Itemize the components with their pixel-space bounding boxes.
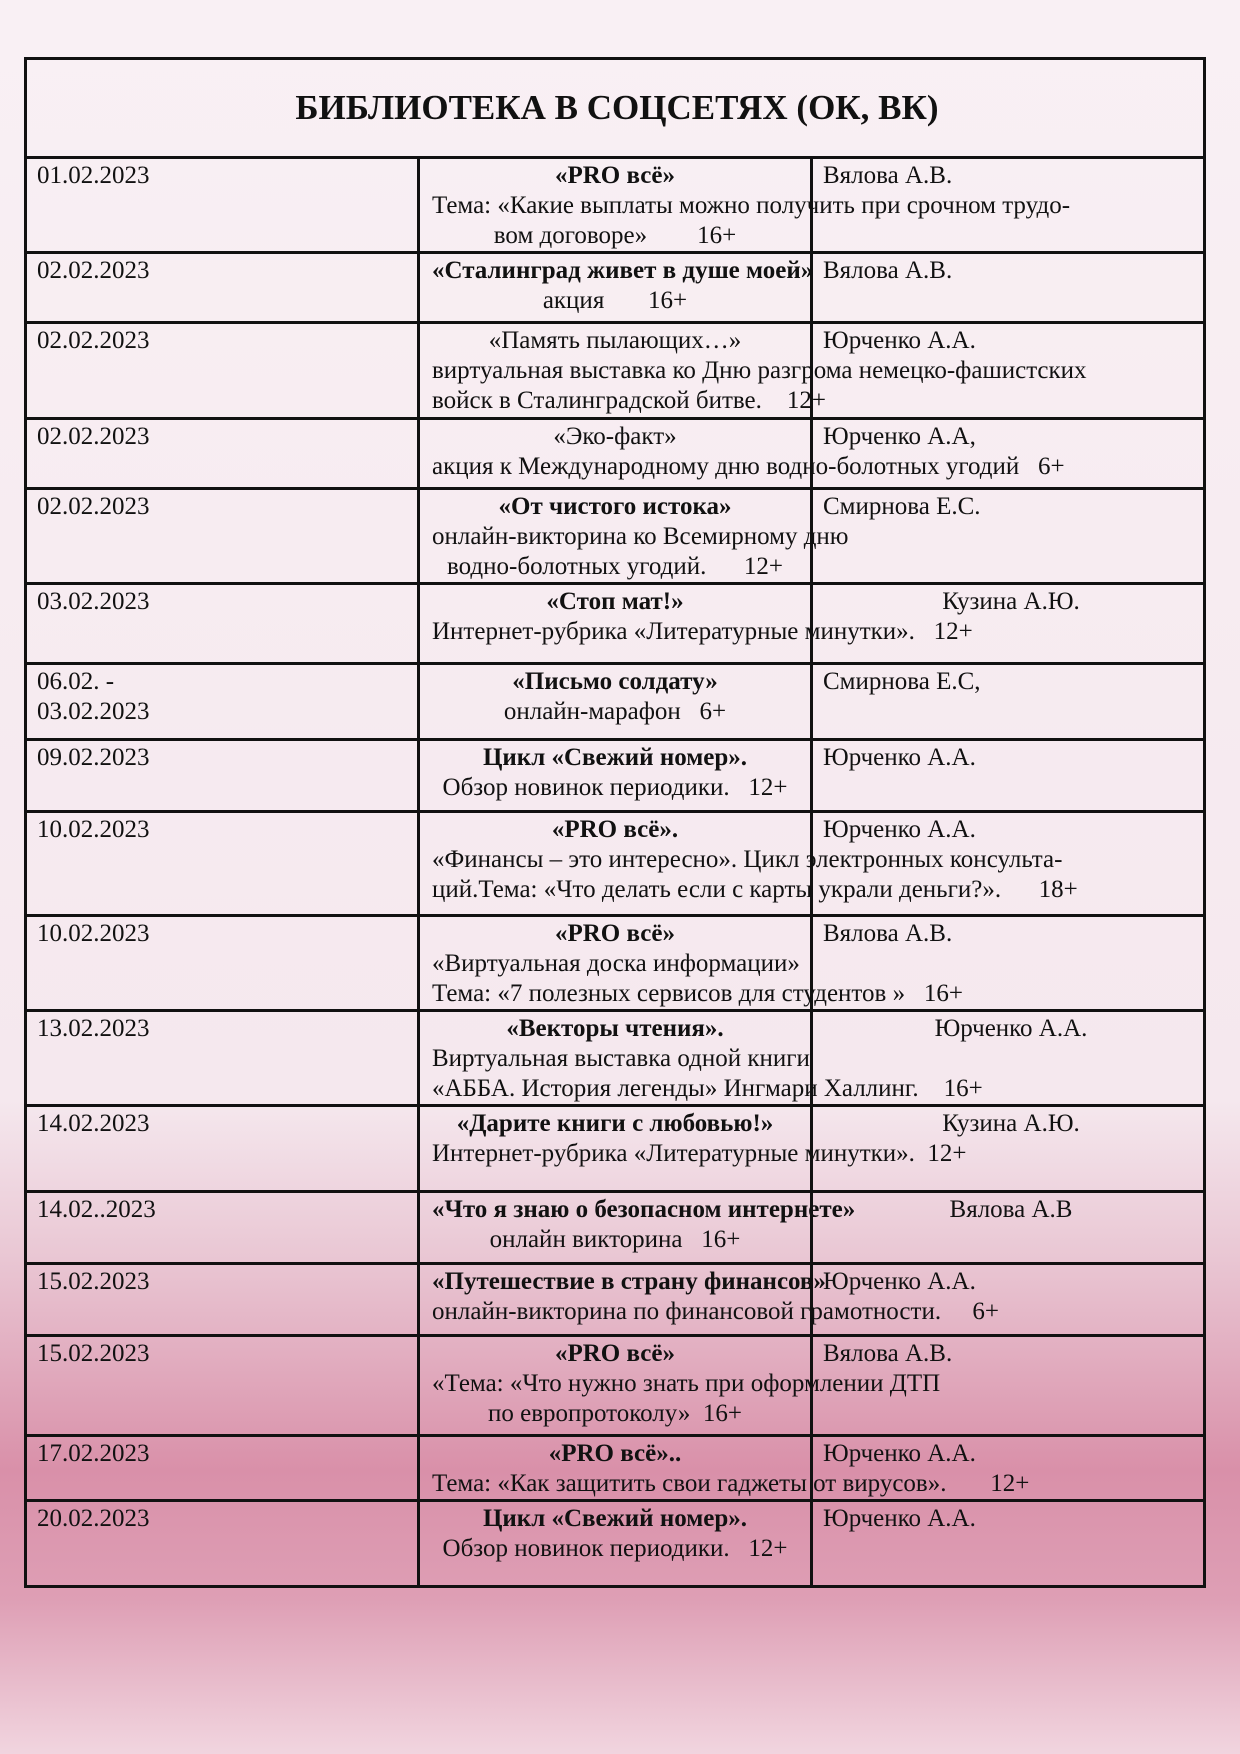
- table-row: [26, 1501, 1205, 1587]
- event-title: «Стоп мат!»: [546, 588, 684, 615]
- event-cell: [419, 740, 812, 812]
- event-description: онлайн-марафон 6+: [503, 698, 727, 725]
- schedule-table: [24, 57, 1206, 1588]
- table-row: [26, 1192, 1205, 1264]
- event-date: 17.02.2023: [26, 1436, 419, 1501]
- table-row: [26, 740, 1205, 812]
- event-description: акция к Международному дню водно-болотных угодий 6+: [432, 453, 1065, 480]
- event-cell: [419, 1106, 967, 1192]
- table-row: [26, 1336, 1205, 1436]
- event-description: «АББА. История легенды» Ингмари Халлинг. 16+: [432, 1075, 983, 1102]
- event-date: 10.02.2023: [26, 916, 419, 1011]
- event-date: 06.02. - 03.02.2023: [26, 664, 419, 740]
- event-title: «От чистого истока»: [498, 493, 732, 520]
- event-description: ций.Тема: «Что делать если с карты украли деньги?». 18+: [432, 876, 1078, 903]
- responsible-person: Вялова А.В.: [812, 1336, 1205, 1436]
- table-row: [26, 664, 1205, 740]
- event-title: «Путешествие в страну финансов»: [432, 1268, 826, 1295]
- event-title: «Сталинград живет в душе моей»: [432, 257, 814, 284]
- event-title: «Векторы чтения».: [506, 1015, 724, 1042]
- event-date: 14.02.2023: [26, 1106, 419, 1192]
- event-description: Тема: «Как защитить свои гаджеты от вирусов». 12+: [432, 1470, 1030, 1497]
- event-date: 14.02..2023: [26, 1192, 419, 1264]
- event-description: водно-болотных угодий. 12+: [447, 553, 783, 580]
- event-description: Интернет-рубрика «Литературные минутки». 12+: [432, 618, 973, 645]
- responsible-person: Юрченко А.А,: [812, 419, 1205, 489]
- event-date: 15.02.2023: [26, 1336, 419, 1436]
- table-row: [26, 323, 1205, 419]
- event-description: по европротоколу» 16+: [488, 1400, 742, 1427]
- event-title: «PRO всё»..: [548, 1440, 682, 1467]
- event-description: онлайн-викторина по финансовой грамотности. 6+: [432, 1298, 999, 1325]
- event-description: Обзор новинок периодики. 12+: [442, 1535, 788, 1562]
- event-description: онлайн викторина 16+: [489, 1226, 741, 1253]
- responsible-person: Вялова А.В.: [812, 158, 1205, 253]
- event-description: войск в Сталинградской битве. 12+: [432, 387, 826, 414]
- title-row: [26, 59, 1205, 158]
- event-date: 02.02.2023: [26, 323, 419, 419]
- responsible-person: Вялова А.В.: [812, 916, 1205, 1011]
- event-cell: [419, 489, 849, 584]
- event-description: Тема: «7 полезных сервисов для студентов » 16+: [432, 980, 963, 1007]
- event-description: Тема: «Какие выплаты можно получить при срочном трудо-: [432, 192, 1071, 219]
- event-cell: [419, 1501, 812, 1587]
- event-title: Цикл «Свежий номер».: [482, 744, 748, 771]
- event-date: 02.02.2023: [26, 489, 419, 584]
- table-row: [26, 1011, 1205, 1106]
- responsible-person: Юрченко А.А.: [812, 1501, 1205, 1587]
- event-title: «Дарите книги с любовью!»: [456, 1110, 774, 1137]
- page-title: БИБЛИОТЕКА В СОЦСЕТЯХ (ОК, ВК): [26, 59, 1205, 158]
- event-description: «Тема: «Что нужно знать при оформлении ДТП: [432, 1370, 941, 1397]
- responsible-person: Юрченко А.А.: [812, 323, 1205, 419]
- event-cell: [419, 664, 812, 740]
- table-row: [26, 1264, 1205, 1336]
- event-description: онлайн-викторина ко Всемирному дню: [432, 523, 849, 550]
- event-date: 01.02.2023: [26, 158, 419, 253]
- responsible-person: Смирнова Е.С.: [812, 489, 1205, 584]
- responsible-person: Юрченко А.А.: [812, 1436, 1205, 1501]
- table-row: [26, 1436, 1205, 1501]
- event-date: 13.02.2023: [26, 1011, 419, 1106]
- event-description: акция 16+: [542, 287, 688, 314]
- event-title: «Что я знаю о безопасном интернете»: [432, 1196, 856, 1223]
- event-title: «PRO всё»: [554, 162, 676, 189]
- responsible-person: Кузина А.Ю.: [812, 1106, 1205, 1192]
- table-row: [26, 253, 1205, 323]
- event-title: Цикл «Свежий номер».: [482, 1505, 748, 1532]
- responsible-person: Кузина А.Ю.: [812, 584, 1205, 664]
- responsible-person: Юрченко А.А.: [812, 1264, 1205, 1336]
- event-date: 20.02.2023: [26, 1501, 419, 1587]
- responsible-person: Юрченко А.А.: [812, 812, 1205, 916]
- event-description: виртуальная выставка ко Дню разгрома немецко-фашистских: [432, 357, 1087, 384]
- event-description: вом договоре» 16+: [493, 222, 737, 249]
- event-cell: [419, 253, 812, 323]
- event-title: «Эко-факт»: [553, 423, 677, 450]
- event-cell: [419, 1011, 983, 1106]
- event-cell: [419, 1192, 856, 1264]
- event-date: 10.02.2023: [26, 812, 419, 916]
- responsible-person: Юрченко А.А.: [812, 740, 1205, 812]
- event-title: «Память пылающих…»: [488, 327, 742, 354]
- event-title: «PRO всё»: [554, 1340, 676, 1367]
- responsible-person: Юрченко А.А.: [812, 1011, 1205, 1106]
- responsible-person: Вялова А.В: [812, 1192, 1205, 1264]
- table-row: [26, 812, 1205, 916]
- schedule-sheet: [24, 57, 1206, 1588]
- table-row: [26, 916, 1205, 1011]
- event-title: «PRO всё».: [551, 816, 679, 843]
- event-date: 15.02.2023: [26, 1264, 419, 1336]
- responsible-person: Вялова А.В.: [812, 253, 1205, 323]
- event-date: 02.02.2023: [26, 419, 419, 489]
- responsible-person: Смирнова Е.С,: [812, 664, 1205, 740]
- table-row: [26, 1106, 1205, 1192]
- event-cell: [419, 584, 973, 664]
- event-date: 09.02.2023: [26, 740, 419, 812]
- event-date: 02.02.2023: [26, 253, 419, 323]
- event-description: «Виртуальная доска информации»: [432, 950, 800, 977]
- event-date: 03.02.2023: [26, 584, 419, 664]
- event-description: Интернет-рубрика «Литературные минутки». 12+: [432, 1140, 967, 1167]
- event-title: «PRO всё»: [554, 920, 676, 947]
- event-description: «Финансы – это интересно». Цикл электронных консульта-: [432, 846, 1063, 873]
- table-row: [26, 158, 1205, 253]
- event-title: «Письмо солдату»: [512, 668, 718, 695]
- table-row: [26, 419, 1205, 489]
- table-row: [26, 489, 1205, 584]
- event-description: Обзор новинок периодики. 12+: [442, 774, 788, 801]
- event-description: Виртуальная выставка одной книги: [432, 1045, 810, 1072]
- table-row: [26, 584, 1205, 664]
